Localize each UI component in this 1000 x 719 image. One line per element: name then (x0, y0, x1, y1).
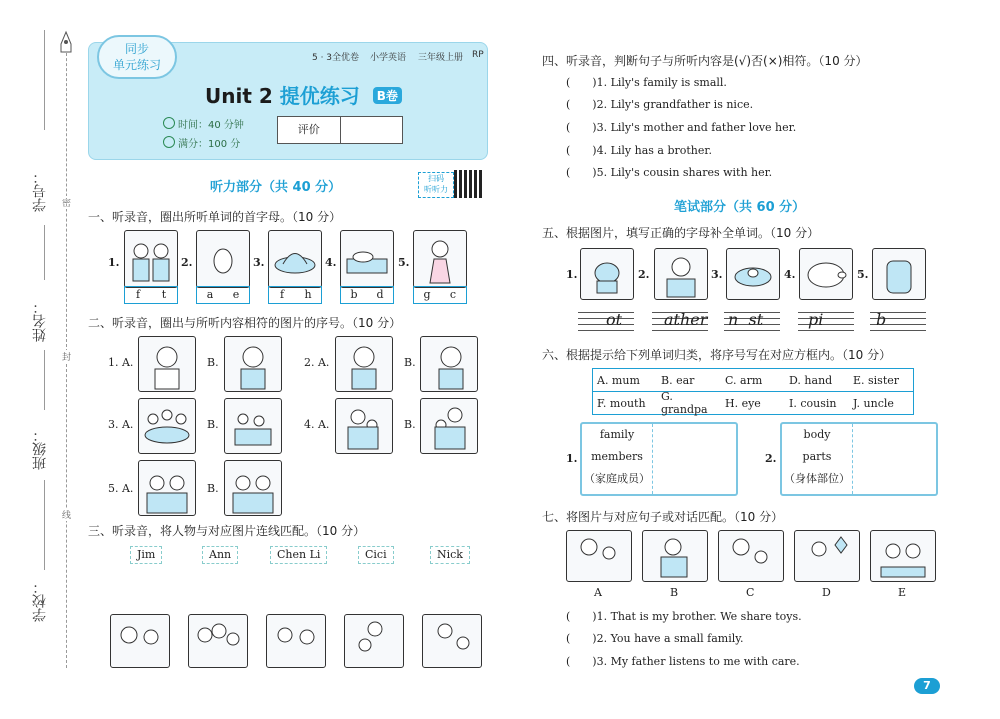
class-label: 班级： (32, 428, 48, 470)
picture-boy[interactable] (138, 336, 196, 392)
time-text: 时间：40 分钟 (178, 120, 244, 131)
writing-lines[interactable] (798, 310, 854, 334)
word-option: G. grandpa (661, 390, 708, 416)
evaluation-label: 评价 (278, 117, 341, 143)
category-label (782, 424, 853, 494)
letter-option[interactable]: e (232, 288, 240, 301)
picture-grandparents[interactable] (138, 460, 196, 516)
picture-bag (872, 248, 926, 300)
word-fragment: ot (606, 310, 623, 329)
word-option: J. uncle (853, 396, 894, 410)
unit-label: Unit 2 (205, 84, 273, 108)
picture-label: D (822, 586, 831, 599)
page-title (205, 80, 402, 109)
rocket-icon (56, 30, 76, 60)
page-number: 7 (914, 678, 940, 694)
name-tag[interactable]: Chen Li (270, 546, 327, 564)
judge-item[interactable]: ( )1. Lily's family is small. (566, 76, 727, 89)
item-number: 1. (566, 452, 578, 465)
picture-label: A (594, 586, 602, 599)
item-number: 2. (181, 256, 193, 269)
word-option: B. ear (661, 373, 695, 387)
picture-two-kids[interactable] (266, 614, 326, 668)
picture-couple[interactable] (224, 460, 282, 516)
category-line: （身体部位） (784, 472, 850, 485)
picture-label: B (670, 586, 679, 599)
letter-option[interactable]: b (350, 288, 358, 301)
option-label: 4. A. (304, 418, 330, 431)
item-number: 5. (398, 256, 410, 269)
paper-badge: B卷 (373, 87, 402, 104)
word-option: H. eye (725, 396, 761, 410)
seal-char: 封 (62, 350, 71, 363)
picture-family-three[interactable] (188, 614, 248, 668)
score-text: 满分：100 分 (178, 139, 241, 150)
picture-mother-child[interactable] (335, 398, 393, 454)
series-label: 5 · 3全优卷 (312, 53, 360, 63)
item-number: 3. (711, 268, 723, 281)
picture-label: C (746, 586, 755, 599)
picture-father-son (566, 530, 632, 582)
category-label (582, 424, 653, 494)
word-bank (592, 368, 914, 415)
student-number-label: 学号： (32, 170, 48, 212)
option-label: B. (404, 418, 416, 431)
match-item[interactable]: ( )1. That is my brother. We share toys. (566, 610, 802, 623)
picture-girl[interactable] (335, 336, 393, 392)
seal-char: 线 (62, 508, 71, 521)
word-option: E. sister (853, 373, 900, 387)
name-tag[interactable]: Jim (130, 546, 162, 564)
picture-father-child[interactable] (420, 398, 478, 454)
word-option: C. arm (725, 373, 763, 387)
question-6-title: 六、根据提示给下列单词归类，将序号写在对应方框内。（10 分） (542, 348, 892, 362)
item-number: 4. (784, 268, 796, 281)
evaluation-box (277, 116, 403, 144)
question-3-title: 三、听录音，将人物与对应图片连线匹配。（10 分） (88, 524, 366, 538)
letter-choices (340, 286, 394, 304)
question-4-title: 四、听录音，判断句子与所听内容是(√)否(×)相符。（10 分） (542, 54, 868, 68)
match-item[interactable]: ( )3. My father listens to me with care. (566, 655, 800, 668)
judge-item[interactable]: ( )4. Lily has a brother. (566, 144, 712, 157)
evaluation-field[interactable] (341, 117, 403, 143)
option-label: 3. A. (108, 418, 134, 431)
judge-item[interactable]: ( )5. Lily's cousin shares with her. (566, 166, 773, 179)
question-7-title: 七、将图片与对应句子或对话匹配。（10 分） (542, 510, 784, 524)
letter-choices (268, 286, 322, 304)
letter-option[interactable]: g (423, 288, 431, 301)
option-label: B. (207, 482, 219, 495)
word-row (593, 369, 913, 392)
picture-family-outdoor[interactable] (224, 398, 282, 454)
qr-code-icon[interactable] (454, 170, 482, 198)
margin-rule (44, 225, 45, 280)
category-line: parts (802, 450, 832, 463)
check-icon (163, 136, 175, 148)
name-tag[interactable]: Nick (430, 546, 470, 564)
word-fragment: pi (808, 310, 824, 329)
option-label: B. (207, 356, 219, 369)
letter-choices (413, 286, 467, 304)
question-5-title: 五、根据图片，填写正确的字母补全单词。（10 分） (542, 226, 820, 240)
judge-item[interactable]: ( )2. Lily's grandfather is nice. (566, 98, 754, 111)
picture-father-kite (794, 530, 860, 582)
listening-title: 听力部分（共 40 分） (210, 180, 342, 195)
word-option: I. cousin (789, 396, 837, 410)
letter-option[interactable]: t (161, 288, 167, 301)
item-number: 5. (857, 268, 869, 281)
clock-icon (163, 117, 175, 129)
scan-line: 听听力 (424, 185, 448, 194)
picture-grandma-child (718, 530, 784, 582)
judge-item[interactable]: ( )3. Lily's mother and father love her. (566, 121, 797, 134)
letter-option[interactable]: f (279, 288, 285, 301)
edition-label: RP (472, 50, 484, 60)
margin-rule (44, 350, 45, 410)
option-label: B. (404, 356, 416, 369)
option-label: 2. A. (304, 356, 330, 369)
time-info (163, 116, 244, 131)
scan-line: 扫码 (428, 174, 444, 183)
writing-title: 笔试部分（共 60 分） (674, 200, 806, 215)
section-badge (97, 35, 177, 79)
picture-grandpa-child[interactable] (422, 614, 482, 668)
item-number: 1. (566, 268, 578, 281)
category-line: family (599, 428, 635, 441)
letter-choices (196, 286, 250, 304)
picture-boys (124, 230, 178, 288)
badge-line: 单元练习 (112, 58, 161, 72)
title-strong: 提优练习 (279, 84, 360, 108)
word-option: D. hand (789, 373, 833, 387)
picture-children-toys (870, 530, 936, 582)
picture-pig (799, 248, 853, 300)
item-number: 2. (765, 452, 777, 465)
letter-choices (124, 286, 178, 304)
match-item[interactable]: ( )2. You have a small family. (566, 632, 744, 645)
name-tag[interactable]: Cici (358, 546, 394, 564)
letter-option[interactable]: a (206, 288, 214, 301)
scan-label (418, 172, 454, 198)
picture-adult-child[interactable] (344, 614, 404, 668)
picture-nest (726, 248, 780, 300)
badge-line: 同步 (124, 42, 149, 56)
picture-dog (580, 248, 634, 300)
picture-girl-waving[interactable] (420, 336, 478, 392)
item-number: 3. (253, 256, 265, 269)
school-label: 学校： (32, 580, 48, 622)
picture-label: E (898, 586, 907, 599)
category-line: members (591, 450, 643, 463)
word-option: A. mum (597, 373, 640, 387)
item-number: 4. (325, 256, 337, 269)
option-label: B. (207, 418, 219, 431)
letter-option[interactable]: h (304, 288, 312, 301)
picture-family-dinner[interactable] (138, 398, 196, 454)
picture-hat (268, 230, 322, 288)
letter-option[interactable]: f (135, 288, 141, 301)
option-label: 1. A. (108, 356, 134, 369)
body-parts-box[interactable] (780, 422, 938, 496)
word-fragment: ather (664, 310, 708, 329)
margin-rule (44, 480, 45, 570)
word-fragment: n st (728, 310, 764, 329)
word-row (593, 392, 913, 414)
item-number: 2. (638, 268, 650, 281)
letter-option[interactable]: d (376, 288, 384, 301)
grade-label: 三年级上册 (418, 53, 464, 63)
margin-rule (44, 30, 45, 130)
name-tag[interactable]: Ann (202, 546, 238, 564)
category-line: body (803, 428, 831, 441)
subject-label: 小学英语 (370, 53, 407, 63)
option-label: 5. A. (108, 482, 134, 495)
question-1-title: 一、听录音，圈出所听单词的首字母。（10 分） (88, 210, 342, 224)
category-line: （家庭成员） (584, 472, 650, 485)
picture-mother-baby (642, 530, 708, 582)
picture-sleeping-dog (340, 230, 394, 288)
picture-two-boys[interactable] (110, 614, 170, 668)
picture-girl (413, 230, 467, 288)
letter-option[interactable]: c (449, 288, 457, 301)
score-info (163, 135, 240, 150)
family-members-box[interactable] (580, 422, 738, 496)
seal-char: 密 (62, 196, 71, 209)
name-label: 姓名： (32, 300, 48, 342)
picture-man (654, 248, 708, 300)
picture-girl[interactable] (224, 336, 282, 392)
word-option: F. mouth (597, 396, 646, 410)
picture-egg (196, 230, 250, 288)
item-number: 1. (108, 256, 120, 269)
question-2-title: 二、听录音，圈出与所听内容相符的图片的序号。（10 分） (88, 316, 402, 330)
word-fragment: b (876, 310, 887, 329)
